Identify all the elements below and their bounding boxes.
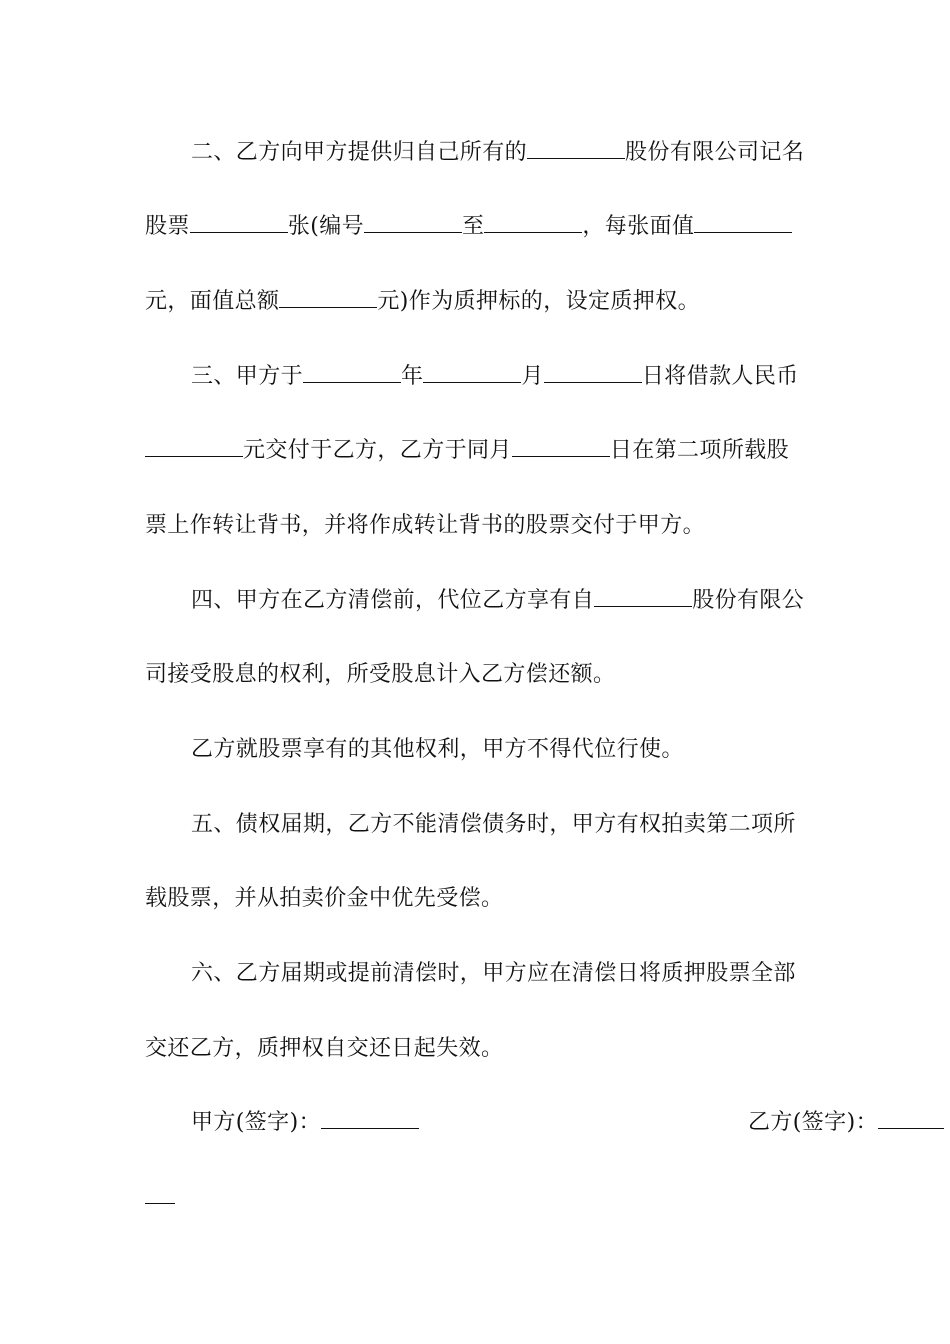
party-b-signature-blank [878,1108,944,1129]
blank-field [279,287,377,308]
clause-4-text: 四、甲方在乙方清偿前，代位乙方享有自 [191,588,595,613]
clause-6-text: 交还乙方，质押权自交还日起失效。 [145,1036,504,1061]
clause-2-text: 元，面值总额 [145,289,280,314]
clause-4-text: 乙方就股票享有的其他权利，甲方不得代位行使。 [191,737,684,762]
clause-2-line-2 [145,212,805,242]
clause-3-text: 日将借款人民币 [641,364,799,389]
clause-4-line-3 [145,735,805,765]
blank-field [544,362,642,383]
blank-field [484,212,582,233]
clause-4-line-2 [145,660,805,690]
clause-6-line-2 [145,1034,805,1064]
clause-2-text: 股份有限公司记名 [625,140,805,165]
party-b-signature-label: 乙方(签字)： [748,1110,878,1135]
blank-field [190,212,288,233]
clause-3-text: 日在第二项所载股 [609,438,790,463]
blank-field [694,212,792,233]
clause-6-text: 六、乙方届期或提前清偿时，甲方应在清偿日将质押股票全部 [191,961,796,986]
clause-2-line-3 [145,287,805,317]
clause-2-text: 张(编号 [287,214,364,239]
blank-field [594,586,692,607]
clause-3-text: 年 [401,364,424,389]
party-a-signature-blank [321,1108,419,1129]
clause-3-text: 月 [521,364,544,389]
party-b-signature [748,1108,944,1138]
signature-continuation [145,1183,805,1213]
clause-6-line-1 [145,959,805,989]
clause-3-line-2 [145,436,805,466]
clause-3-text: 票上作转让背书，并将作成转让背书的股票交付于甲方。 [145,513,706,538]
clause-3-line-3 [145,511,805,541]
clause-3-line-1 [145,362,805,392]
party-a-signature-label: 甲方(签字)： [191,1110,321,1135]
clause-4-line-1 [145,586,805,616]
clause-2-text: 至 [462,214,485,239]
blank-field [303,362,401,383]
clause-2-text: 二、乙方向甲方提供归自己所有的 [191,140,528,165]
clause-5-line-2 [145,884,805,914]
clause-2-text: 元)作为质押标的，设定质押权。 [377,289,700,314]
signature-line [145,1108,878,1138]
clause-5-text: 五、债权届期，乙方不能清偿债务时，甲方有权拍卖第二项所 [191,812,796,837]
blank-field [512,436,610,457]
clause-5-text: 载股票，并从拍卖价金中优先受偿。 [145,886,504,911]
blank-field [145,436,243,457]
blank-field [423,362,521,383]
blank-field [527,138,625,159]
clause-4-text: 股份有限公 [692,588,805,613]
clause-2-text: 股票 [145,214,190,239]
clause-4-text: 司接受股息的权利，所受股息计入乙方偿还额。 [145,662,616,687]
clause-3-text: 元交付于乙方，乙方于同月 [243,438,512,463]
clause-3-text: 三、甲方于 [191,364,304,389]
clause-2-text: ，每张面值 [582,214,695,239]
party-b-signature-blank-continued [145,1183,175,1204]
clause-2-line-1 [145,138,805,168]
clause-5-line-1 [145,810,805,840]
blank-field [364,212,462,233]
